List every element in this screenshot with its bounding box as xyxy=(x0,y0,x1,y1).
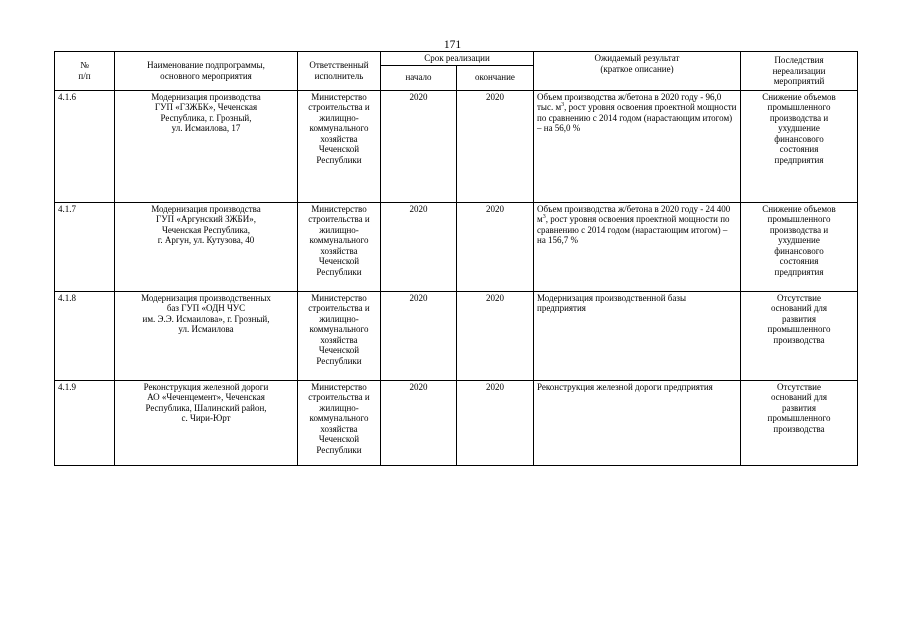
row-end-year: 2020 xyxy=(457,90,534,202)
row-number: 4.1.6 xyxy=(55,90,115,202)
row-number: 4.1.8 xyxy=(55,291,115,380)
row-expected-result xyxy=(534,90,741,202)
program-activities-table xyxy=(54,51,858,466)
row-end-year: 2020 xyxy=(457,380,534,465)
result-text-tail: , рост уровня освоения проектной мощности по сравнению с 2014 годом (нарастающим итогом) – на 56,0 % xyxy=(537,102,737,133)
row-consequences: Отсутствие оснований для развития промышленного производства xyxy=(741,380,858,465)
row-number: 4.1.9 xyxy=(55,380,115,465)
row-end-year: 2020 xyxy=(457,291,534,380)
result-superscript: 3 xyxy=(542,214,546,220)
row-executor: Министерство строительства и жилищно- коммунального хозяйства Чеченской Республики xyxy=(298,202,381,291)
row-expected-result xyxy=(534,202,741,291)
result-text: Модернизация производственной базы предприятия xyxy=(537,292,686,313)
header-executor: Ответственный исполнитель xyxy=(298,52,381,91)
row-executor: Министерство строительства и жилищно- коммунального хозяйства Чеченской Республики xyxy=(298,380,381,465)
row-start-year: 2020 xyxy=(381,380,457,465)
row-number: 4.1.7 xyxy=(55,202,115,291)
row-start-year: 2020 xyxy=(381,202,457,291)
row-expected-result xyxy=(534,291,741,380)
result-text: Объем производства ж/бетона в 2020 году - 96,0 тыс. м xyxy=(537,91,722,112)
table-row xyxy=(55,291,858,380)
row-executor: Министерство строительства и жилищно- коммунального хозяйства Чеченской Республики xyxy=(298,90,381,202)
row-activity-name: Реконструкция железной дороги АО «Чеченцемент», Чеченская Республика, Шалинский район, с. Чири-Юрт xyxy=(115,380,298,465)
row-start-year: 2020 xyxy=(381,90,457,202)
row-start-year: 2020 xyxy=(381,291,457,380)
header-consequences: Последствия нереализации мероприятий xyxy=(741,52,858,91)
row-activity-name: Модернизация производства ГУП «Аргунский ЗЖБИ», Чеченская Республика, г. Аргун, ул. Кутузова, 40 xyxy=(115,202,298,291)
row-expected-result xyxy=(534,380,741,465)
row-end-year: 2020 xyxy=(457,202,534,291)
header-start: начало xyxy=(381,65,457,90)
result-text-tail: , рост уровня освоения проектной мощности по сравнению с 2014 годом (нарастающим итогом) – на 156,7 % xyxy=(537,214,730,245)
result-text: Реконструкция железной дороги предприятия xyxy=(537,381,713,392)
result-superscript: 3 xyxy=(561,102,565,108)
header-expected-result: Ожидаемый результат (краткое описание) xyxy=(534,52,741,91)
row-consequences: Отсутствие оснований для развития промышленного производства xyxy=(741,291,858,380)
table-row xyxy=(55,380,858,465)
result-text: Объем производства ж/бетона в 2020 году - 24 400 м xyxy=(537,203,731,224)
header-implementation-period: Срок реализации xyxy=(381,52,534,66)
row-executor: Министерство строительства и жилищно- коммунального хозяйства Чеченской Республики xyxy=(298,291,381,380)
page-number: 171 xyxy=(443,39,462,51)
table-row xyxy=(55,202,858,291)
row-consequences: Снижение объемов промышленного производства и ухудшение финансового состояния предприятия xyxy=(741,202,858,291)
row-consequences: Снижение объемов промышленного производства и ухудшение финансового состояния предприятия xyxy=(741,90,858,202)
table-row xyxy=(55,90,858,202)
row-activity-name: Модернизация производства ГУП «ГЗЖБК», Чеченская Республика, г. Грозный, ул. Исмаилова, 17 xyxy=(115,90,298,202)
header-number: № п/п xyxy=(55,52,115,91)
header-activity-name: Наименование подпрограммы, основного мероприятия xyxy=(115,52,298,91)
row-activity-name: Модернизация производственных баз ГУП «ОДН ЧУС им. Э.Э. Исмаилова», г. Грозный, ул. Исмаилова xyxy=(115,291,298,380)
header-end: окончание xyxy=(457,65,534,90)
